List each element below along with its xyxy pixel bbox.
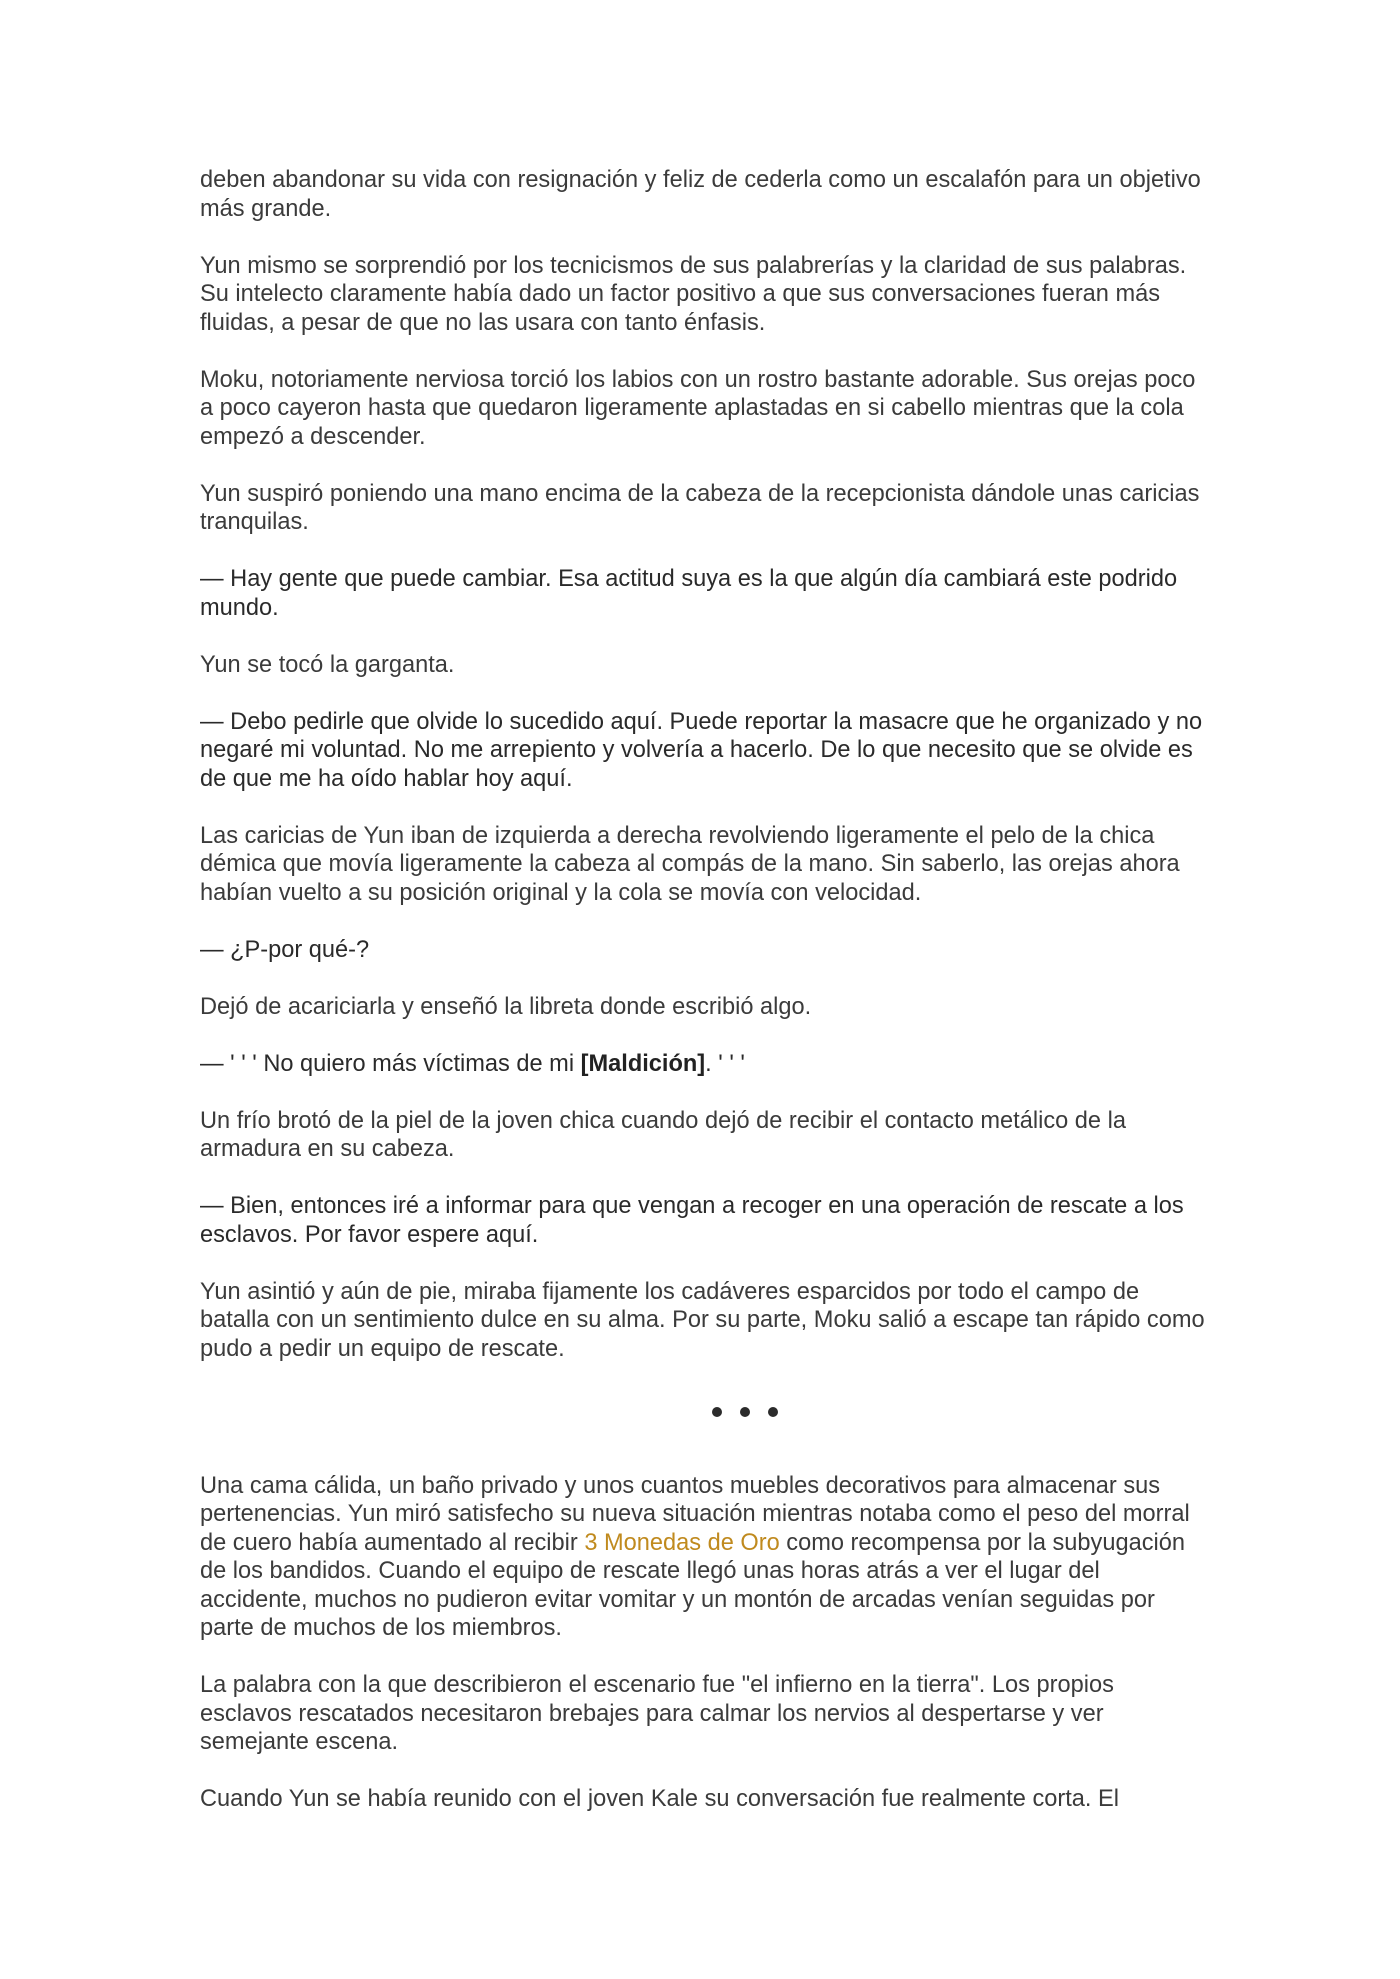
section-separator xyxy=(200,1392,1210,1432)
reward-text-after: como recompensa por la subyugación de los bandidos. Cuando el equipo de rescate llegó unas horas atrás a ver el lugar del accidente, muchos no pudieron evitar vomitar y un montón de arcadas venían seguidas por parte de muchos de los miembros. xyxy=(200,1529,1185,1641)
paragraph: Yun asintió y aún de pie, miraba fijamente los cadáveres esparcidos por todo el campo de batalla con un sentimiento dulce en su alma. Por su parte, Moku salió a escape tan rápido como pudo a pedir un equipo de rescate. xyxy=(200,1278,1205,1362)
separator-dot-icon xyxy=(768,1407,778,1417)
separator-dot-icon xyxy=(740,1407,750,1417)
paragraph: Dejó de acariciarla y enseñó la libreta donde escribió algo. xyxy=(200,993,812,1020)
paragraph: Yun suspiró poniendo una mano encima de la cabeza de la recepcionista dándole unas caricias tranquilas. xyxy=(200,480,1200,535)
paragraph: Moku, notoriamente nerviosa torció los labios con un rostro bastante adorable. Sus orejas poco a poco cayeron hasta que quedaron ligeramente aplastadas en si cabello mientras que la cola empezó a descender. xyxy=(200,366,1196,450)
paragraph: Un frío brotó de la piel de la joven chica cuando dejó de recibir el contacto metálico de la armadura en su cabeza. xyxy=(200,1107,1126,1162)
reward-paragraph xyxy=(200,1472,1210,1643)
reward-text-before: Una cama cálida, un baño privado y unos cuantos muebles decorativos para almacenar sus pertenencias. Yun miró satisfecho su nueva situación mientras notaba como el peso del morral de cuero había aumentado al recibir xyxy=(200,1472,1190,1556)
paragraph: Las caricias de Yun iban de izquierda a derecha revolviendo ligeramente el pelo de la chica démica que movía ligeramente la cabeza al compás de la mano. Sin saberlo, las orejas ahora habían vuelto a su posición original y la cola se movía con velocidad. xyxy=(200,822,1180,906)
dialogue-line: — ¿P-por qué-? xyxy=(200,936,370,963)
document-body xyxy=(200,166,1210,1842)
paragraph: deben abandonar su vida con resignación y feliz de cederla como un escalafón para un objetivo más grande. xyxy=(200,167,1201,222)
paragraph: Yun se tocó la garganta. xyxy=(200,651,455,678)
paragraph: La palabra con la que describieron el escenario fue "el infierno en la tierra". Los propios esclavos rescatados necesitaron brebajes para calmar los nervios al despertarse y ver semejante escena. xyxy=(200,1672,1114,1755)
reward-highlight: 3 Monedas de Oro xyxy=(584,1529,780,1556)
paragraph: Yun mismo se sorprendió por los tecnicismos de sus palabrerías y la claridad de sus palabras. Su intelecto claramente había dado un factor positivo a que sus conversaciones fueran más fluidas, a pesar de que no las usara con tanto énfasis. xyxy=(200,252,1187,336)
curse-line-after: . ' ' ' xyxy=(705,1050,745,1077)
dialogue-line: — Debo pedirle que olvide lo sucedido aquí. Puede reportar la masacre que he organizado y no negaré mi voluntad. No me arrepiento y volvería a hacerlo. De lo que necesito que se olvide es de que me ha oído hablar hoy aquí. xyxy=(200,708,1203,792)
dialogue-line: — Hay gente que puede cambiar. Esa actitud suya es la que algún día cambiará este podrido mundo. xyxy=(200,566,1178,621)
dialogue-line: — Bien, entonces iré a informar para que vengan a recoger en una operación de rescate a los esclavos. Por favor espere aquí. xyxy=(200,1193,1184,1248)
paragraph: Cuando Yun se había reunido con el joven Kale su conversación fue realmente corta. El xyxy=(200,1786,1120,1812)
curse-keyword: [Maldición] xyxy=(580,1050,706,1077)
curse-dialogue-line xyxy=(200,1050,1210,1079)
curse-line-before: — ' ' ' No quiero más víctimas de mi xyxy=(200,1050,581,1077)
separator-dot-icon xyxy=(712,1407,722,1417)
